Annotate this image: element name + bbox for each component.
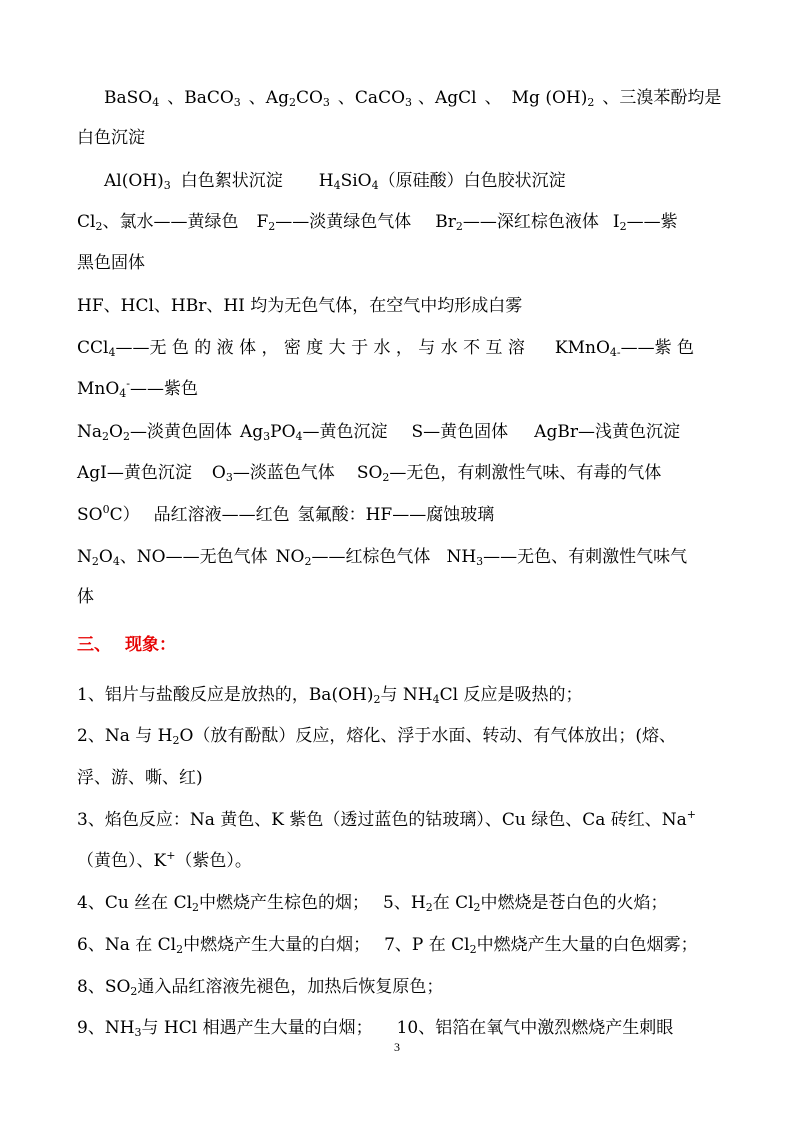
section-heading-phenomena: 三、 现象： bbox=[77, 635, 176, 655]
text-line-permanganate: MnO$_4$-——紫色 bbox=[77, 377, 199, 400]
text-line: 白色沉淀 bbox=[77, 128, 145, 148]
text-line: 黑色固体 bbox=[77, 253, 145, 273]
text-line-aluminum-hydroxide: $Al(OH)_3$ 白色絮状沉淀 $H_4SiO_4$（原硅酸）白色胶状沉淀 bbox=[104, 171, 566, 192]
text-line-yellow-compounds: $Na_2O_2—$淡黄色固体 $Ag_3PO_4—$黄色沉淀 S—黄色固体 AgBr—浅黄色沉淀 bbox=[77, 422, 680, 443]
text-line-nitrogen-oxides: $N_2O_4$、NO——无色气体 $NO_2——$红棕色气体 $NH_3——$无色、有刺激性气味气 bbox=[77, 547, 688, 568]
text-line-so3: $SO^0C$） 品红溶液——红色 氢氟酸：HF——腐蚀玻璃 bbox=[77, 503, 495, 525]
text-line: 体 bbox=[77, 587, 94, 607]
list-item-3: 3、焰色反应：Na 黄色、K 紫色（透过蓝色的钴玻璃）、Cu 绿色、Ca 砖红、Na+ bbox=[77, 808, 696, 830]
text-line-halogens: $Cl_2$、氯水——黄绿色 $F_2——$淡黄绿色气体 $Br_2——$深红棕色液体 $I_2——$紫 bbox=[77, 212, 678, 233]
text-line-ccl4: CCl$_4$——无 色 的 液 体 ， 密 度 大 于 水 ， 与 水 不 互 溶 KMnO$_{4-}$——紫 色 bbox=[77, 338, 695, 359]
page-number: 3 bbox=[394, 1040, 400, 1054]
text-line: （黄色）、K+（紫色）。 bbox=[77, 849, 252, 871]
list-item-4-5: 4、Cu 丝在 $Cl_2$中燃烧产生棕色的烟； 5、$H_2$在 $Cl_2$中燃烧是苍白色的火焰； bbox=[77, 893, 668, 914]
text-line: 浮、游、嘶、红) bbox=[77, 768, 203, 788]
list-item-9-10: 9、$NH_3$与 HCl 相遇产生大量的白烟； 10、铝箔在氧气中激烈燃烧产生刺眼 bbox=[77, 1018, 674, 1039]
list-item-1: 1、铝片与盐酸反应是放热的，$Ba(OH)_2$与 $NH_4Cl$ 反应是吸热的； bbox=[77, 685, 583, 706]
list-item-6-7: 6、Na 在 $Cl_2$中燃烧产生大量的白烟； 7、P 在 $Cl_2$中燃烧产生大量的白色烟雾； bbox=[77, 935, 698, 956]
list-item-2: 2、Na 与 $H_2O$（放有酚酞）反应，熔化、浮于水面、转动、有气体放出；(熔、 bbox=[77, 726, 677, 747]
list-item-8: 8、$SO_2$通入品红溶液先褪色，加热后恢复原色； bbox=[77, 977, 444, 998]
text-line-precipitates: BaSO$_4$ 、BaCO$_3$ 、$Ag_2CO_3$ 、CaCO$_3$ 、AgCl 、 Mg $(OH)_2$ 、三溴苯酚均是 bbox=[104, 88, 722, 109]
text-line-agi-ozone: AgI—黄色沉淀 $O_3—$淡蓝色气体 $SO_2—$无色，有刺激性气味、有毒的气体 bbox=[77, 463, 662, 484]
text-line-hydrogen-halides: HF、HCl、HBr、HI 均为无色气体，在空气中均形成白雾 bbox=[77, 296, 523, 316]
